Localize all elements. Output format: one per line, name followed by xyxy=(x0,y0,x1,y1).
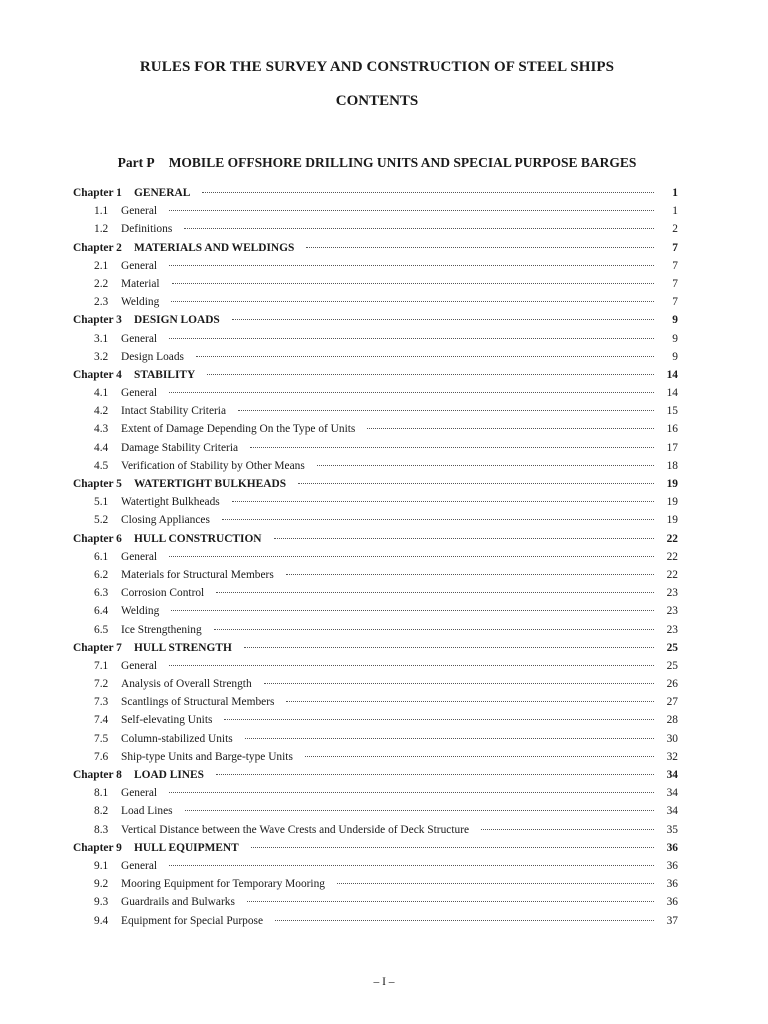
toc-dot-leader xyxy=(169,265,654,266)
toc-entry-number: Chapter 2 xyxy=(73,241,122,254)
toc-entry-title: Design Loads xyxy=(121,350,184,363)
toc-entry-number: 8.2 xyxy=(94,805,109,818)
toc-dot-leader xyxy=(245,738,654,739)
toc-entry-page: 22 xyxy=(666,550,678,563)
toc-dot-leader xyxy=(196,356,654,357)
toc-entry-title: Load Lines xyxy=(121,805,173,818)
toc-entry-title: Materials for Structural Members xyxy=(121,568,274,581)
toc-chapter-entry[interactable] xyxy=(73,369,678,387)
toc-dot-leader xyxy=(317,465,654,466)
toc-entry-number: Chapter 7 xyxy=(73,641,122,654)
toc-dot-leader xyxy=(216,774,654,775)
toc-entry-number: Chapter 3 xyxy=(73,314,122,327)
toc-entry-title: DESIGN LOADS xyxy=(134,314,220,327)
toc-entry-page: 2 xyxy=(672,223,678,236)
toc-dot-leader xyxy=(172,283,654,284)
toc-entry-number: 7.1 xyxy=(94,659,109,672)
toc-entry-title: General xyxy=(121,659,158,672)
toc-entry-title: General xyxy=(121,205,158,218)
toc-section-entry[interactable] xyxy=(73,278,678,296)
toc-entry-number: 2.2 xyxy=(94,277,109,290)
toc-entry-number: 4.1 xyxy=(94,387,109,400)
toc-entry-title: General xyxy=(121,859,158,872)
toc-entry-number: Chapter 1 xyxy=(73,187,122,199)
part-heading xyxy=(0,155,754,171)
toc-section-entry[interactable] xyxy=(73,296,678,314)
toc-entry-page: 30 xyxy=(666,732,678,745)
toc-dot-leader xyxy=(169,665,654,666)
toc-entry-title: Intact Stability Criteria xyxy=(121,405,227,418)
toc-entry-page: 1 xyxy=(672,187,678,199)
toc-dot-leader xyxy=(169,210,654,211)
toc-entry-title: Material xyxy=(121,277,160,290)
toc-section-entry[interactable] xyxy=(73,423,678,441)
part-label: Part P xyxy=(117,155,155,170)
toc-entry-number: 8.3 xyxy=(94,823,109,836)
toc-entry-title: Verification of Stability by Other Means xyxy=(121,459,305,472)
toc-section-entry[interactable] xyxy=(73,878,678,896)
toc-entry-number: 6.1 xyxy=(94,550,109,563)
toc-entry-title: Analysis of Overall Strength xyxy=(121,678,252,691)
toc-entry-number: 3.2 xyxy=(94,350,109,363)
toc-dot-leader xyxy=(238,410,654,411)
toc-chapter-entry[interactable] xyxy=(73,533,678,551)
toc-entry-title: Definitions xyxy=(121,223,173,236)
toc-entry-page: 7 xyxy=(672,296,678,309)
toc-entry-title: HULL CONSTRUCTION xyxy=(134,532,262,545)
toc-entry-page: 22 xyxy=(666,568,678,581)
toc-dot-leader xyxy=(202,192,654,193)
toc-entry-page: 22 xyxy=(666,532,678,545)
toc-dot-leader xyxy=(169,792,654,793)
toc-dot-leader xyxy=(169,392,654,393)
toc-section-entry[interactable] xyxy=(73,333,678,351)
toc-entry-page: 32 xyxy=(666,750,678,763)
toc-entry-page: 37 xyxy=(666,914,678,927)
toc-dot-leader xyxy=(286,574,654,575)
toc-entry-title: Ice Strengthening xyxy=(121,623,202,636)
toc-section-entry[interactable] xyxy=(73,714,678,732)
toc-section-entry[interactable] xyxy=(73,915,678,933)
toc-entry-title: Guardrails and Bulwarks xyxy=(121,896,235,909)
toc-entry-title: Welding xyxy=(121,296,160,309)
toc-chapter-entry[interactable] xyxy=(73,842,678,860)
toc-entry-title: Closing Appliances xyxy=(121,514,210,527)
table-of-contents xyxy=(73,187,678,933)
toc-entry-title: WATERTIGHT BULKHEADS xyxy=(134,478,287,490)
toc-entry-title: GENERAL xyxy=(134,187,191,199)
toc-section-entry[interactable] xyxy=(73,678,678,696)
toc-entry-page: 19 xyxy=(666,496,678,509)
toc-dot-leader xyxy=(367,428,654,429)
toc-section-entry[interactable] xyxy=(73,260,678,278)
toc-entry-number: 6.4 xyxy=(94,605,109,618)
toc-entry-title: Mooring Equipment for Temporary Mooring xyxy=(121,878,325,891)
toc-entry-number: 6.3 xyxy=(94,587,109,600)
toc-section-entry[interactable] xyxy=(73,223,678,241)
toc-section-entry[interactable] xyxy=(73,751,678,769)
toc-entry-number: 4.2 xyxy=(94,405,109,418)
toc-entry-page: 9 xyxy=(672,314,678,327)
toc-dot-leader xyxy=(169,338,654,339)
toc-entry-page: 9 xyxy=(672,332,678,345)
toc-entry-page: 25 xyxy=(666,659,678,672)
toc-entry-page: 15 xyxy=(666,405,678,418)
toc-entry-page: 23 xyxy=(666,623,678,636)
toc-entry-page: 36 xyxy=(666,859,678,872)
toc-section-entry[interactable] xyxy=(73,205,678,223)
toc-entry-number: 7.4 xyxy=(94,714,109,727)
toc-section-entry[interactable] xyxy=(73,824,678,842)
toc-entry-number: 4.4 xyxy=(94,441,109,454)
toc-entry-page: 36 xyxy=(666,878,678,891)
toc-entry-number: 9.2 xyxy=(94,878,109,891)
toc-entry-title: Damage Stability Criteria xyxy=(121,441,239,454)
toc-entry-number: Chapter 4 xyxy=(73,368,122,381)
toc-section-entry[interactable] xyxy=(73,551,678,569)
toc-entry-title: LOAD LINES xyxy=(134,769,204,781)
toc-entry-number: 9.4 xyxy=(94,914,109,927)
toc-section-entry[interactable] xyxy=(73,605,678,623)
toc-entry-title: MATERIALS AND WELDINGS xyxy=(134,241,295,254)
toc-chapter-entry[interactable] xyxy=(73,187,678,205)
toc-entry-page: 36 xyxy=(666,896,678,909)
toc-dot-leader xyxy=(216,592,654,593)
toc-entry-page: 18 xyxy=(666,459,678,472)
toc-entry-page: 23 xyxy=(666,587,678,600)
toc-dot-leader xyxy=(275,920,654,921)
toc-section-entry[interactable] xyxy=(73,805,678,823)
toc-chapter-entry[interactable] xyxy=(73,314,678,332)
toc-section-entry[interactable] xyxy=(73,496,678,514)
toc-chapter-entry[interactable] xyxy=(73,242,678,260)
toc-entry-page: 7 xyxy=(672,241,678,254)
toc-entry-title: Extent of Damage Depending On the Type of Units xyxy=(121,423,356,436)
toc-section-entry[interactable] xyxy=(73,896,678,914)
part-title: MOBILE OFFSHORE DRILLING UNITS AND SPECIAL PURPOSE BARGES xyxy=(168,155,637,170)
toc-entry-title: Scantlings of Structural Members xyxy=(121,696,275,709)
toc-entry-page: 34 xyxy=(666,787,678,800)
toc-dot-leader xyxy=(250,447,654,448)
page-number-footer: – I – xyxy=(373,976,395,988)
toc-entry-page: 7 xyxy=(672,277,678,290)
toc-entry-title: Column-stabilized Units xyxy=(121,732,233,745)
toc-dot-leader xyxy=(298,483,654,484)
toc-dot-leader xyxy=(224,719,654,720)
toc-entry-page: 1 xyxy=(672,205,678,218)
toc-entry-number: 1.2 xyxy=(94,223,109,236)
document-title: RULES FOR THE SURVEY AND CONSTRUCTION OF STEEL SHIPS xyxy=(139,59,615,75)
toc-entry-title: Self-elevating Units xyxy=(121,714,213,727)
toc-entry-number: Chapter 6 xyxy=(73,532,122,545)
toc-section-entry[interactable] xyxy=(73,442,678,460)
toc-entry-title: HULL STRENGTH xyxy=(134,641,232,654)
toc-entry-number: Chapter 5 xyxy=(73,478,122,490)
toc-entry-title: HULL EQUIPMENT xyxy=(134,841,239,854)
toc-entry-page: 27 xyxy=(666,696,678,709)
toc-dot-leader xyxy=(184,228,654,229)
toc-entry-number: 7.3 xyxy=(94,696,109,709)
toc-dot-leader xyxy=(169,865,654,866)
toc-section-entry[interactable] xyxy=(73,351,678,369)
toc-chapter-entry[interactable] xyxy=(73,478,678,496)
toc-entry-number: 2.3 xyxy=(94,296,109,309)
toc-dot-leader xyxy=(185,810,654,811)
contents-heading: CONTENTS xyxy=(335,93,419,109)
toc-entry-number: 9.3 xyxy=(94,896,109,909)
toc-section-entry[interactable] xyxy=(73,624,678,642)
toc-entry-number: 7.2 xyxy=(94,678,109,691)
toc-entry-number: 4.5 xyxy=(94,459,109,472)
toc-entry-number: 1.1 xyxy=(94,205,109,218)
toc-dot-leader xyxy=(247,901,654,902)
toc-entry-page: 17 xyxy=(666,441,678,454)
toc-entry-number: 4.3 xyxy=(94,423,109,436)
toc-dot-leader xyxy=(171,610,654,611)
toc-entry-number: 2.1 xyxy=(94,259,109,272)
toc-entry-page: 26 xyxy=(666,678,678,691)
toc-dot-leader xyxy=(232,501,654,502)
toc-entry-page: 35 xyxy=(666,823,678,836)
toc-section-entry[interactable] xyxy=(73,860,678,878)
toc-section-entry[interactable] xyxy=(73,405,678,423)
toc-entry-page: 36 xyxy=(666,841,678,854)
toc-dot-leader xyxy=(306,247,654,248)
toc-entry-number: 7.6 xyxy=(94,750,109,763)
toc-section-entry[interactable] xyxy=(73,787,678,805)
toc-dot-leader xyxy=(171,301,654,302)
toc-entry-number: Chapter 9 xyxy=(73,841,122,854)
toc-entry-title: General xyxy=(121,387,158,400)
toc-entry-number: 9.1 xyxy=(94,859,109,872)
toc-entry-page: 7 xyxy=(672,259,678,272)
toc-dot-leader xyxy=(207,374,654,375)
toc-entry-title: Watertight Bulkheads xyxy=(121,496,220,509)
toc-dot-leader xyxy=(214,629,654,630)
toc-entry-title: Ship-type Units and Barge-type Units xyxy=(121,750,293,763)
toc-entry-number: 3.1 xyxy=(94,332,109,345)
toc-section-entry[interactable] xyxy=(73,387,678,405)
toc-entry-title: General xyxy=(121,332,158,345)
toc-dot-leader xyxy=(169,556,654,557)
toc-entry-title: Equipment for Special Purpose xyxy=(121,914,264,927)
toc-section-entry[interactable] xyxy=(73,660,678,678)
toc-entry-page: 28 xyxy=(666,714,678,727)
toc-entry-title: STABILITY xyxy=(134,368,196,381)
toc-dot-leader xyxy=(481,829,654,830)
toc-entry-page: 9 xyxy=(672,350,678,363)
toc-entry-number: 8.1 xyxy=(94,787,109,800)
toc-section-entry[interactable] xyxy=(73,587,678,605)
toc-entry-page: 34 xyxy=(666,805,678,818)
toc-entry-title: Welding xyxy=(121,605,160,618)
toc-dot-leader xyxy=(305,756,654,757)
toc-entry-title: Corrosion Control xyxy=(121,587,205,600)
toc-entry-page: 34 xyxy=(666,769,678,781)
toc-section-entry[interactable] xyxy=(73,696,678,714)
toc-entry-page: 14 xyxy=(666,387,678,400)
toc-entry-title: General xyxy=(121,259,158,272)
toc-section-entry[interactable] xyxy=(73,569,678,587)
toc-dot-leader xyxy=(222,519,654,520)
toc-entry-page: 16 xyxy=(666,423,678,436)
toc-entry-title: General xyxy=(121,787,158,800)
toc-entry-page: 14 xyxy=(666,368,678,381)
toc-dot-leader xyxy=(251,847,654,848)
toc-entry-page: 19 xyxy=(666,478,678,490)
toc-entry-number: 5.2 xyxy=(94,514,109,527)
toc-entry-number: Chapter 8 xyxy=(73,769,122,781)
toc-entry-page: 19 xyxy=(666,514,678,527)
toc-dot-leader xyxy=(264,683,654,684)
toc-section-entry[interactable] xyxy=(73,733,678,751)
toc-dot-leader xyxy=(337,883,654,884)
toc-entry-number: 6.2 xyxy=(94,568,109,581)
toc-section-entry[interactable] xyxy=(73,460,678,478)
toc-entry-page: 23 xyxy=(666,605,678,618)
toc-chapter-entry[interactable] xyxy=(73,642,678,660)
toc-dot-leader xyxy=(244,647,654,648)
toc-dot-leader xyxy=(232,319,654,320)
toc-chapter-entry[interactable] xyxy=(73,769,678,787)
toc-entry-title: General xyxy=(121,550,158,563)
toc-entry-title: Vertical Distance between the Wave Crests and Underside of Deck Structure xyxy=(121,823,470,836)
toc-entry-number: 6.5 xyxy=(94,623,109,636)
toc-entry-page: 25 xyxy=(666,641,678,654)
toc-dot-leader xyxy=(286,701,654,702)
toc-entry-number: 5.1 xyxy=(94,496,109,509)
toc-section-entry[interactable] xyxy=(73,514,678,532)
toc-dot-leader xyxy=(274,538,654,539)
toc-entry-number: 7.5 xyxy=(94,732,109,745)
